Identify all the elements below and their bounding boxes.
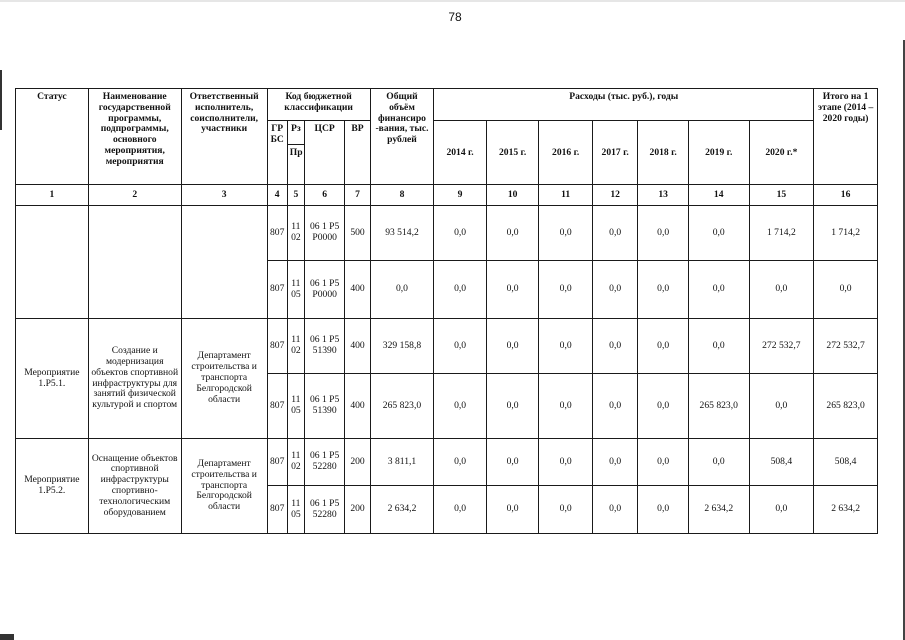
vr-cell: 200: [345, 486, 370, 534]
year-value-cell: 0,0: [638, 206, 689, 261]
year-value-cell: 0,0: [688, 261, 749, 319]
header-responsible: Ответственный исполнитель, соисполнители, участники: [181, 89, 267, 185]
column-number: 6: [304, 185, 344, 206]
year-value-cell: 0,0: [434, 261, 487, 319]
table-row: [16, 319, 878, 374]
vr-cell: 400: [345, 261, 370, 319]
header-year: 2018 г.: [638, 121, 689, 185]
header-name: Наименование государственной программы, подпрограммы, основного мероприятия, мероприятия: [88, 89, 181, 185]
stage-total-cell: 2 634,2: [814, 486, 878, 534]
year-value-cell: 0,0: [486, 486, 539, 534]
header-pr: Пр: [287, 145, 304, 185]
stage-total-cell: 265 823,0: [814, 374, 878, 439]
year-value-cell: 0,0: [486, 439, 539, 486]
rzpr-cell: 11 02: [287, 206, 304, 261]
header-year: 2019 г.: [688, 121, 749, 185]
name-cell: [88, 206, 181, 319]
header-year: 2014 г.: [434, 121, 487, 185]
header-budget-code: Код бюджетной классификации: [267, 89, 370, 121]
year-value-cell: 0,0: [749, 486, 814, 534]
csr-cell: 06 1 P5 52280: [304, 486, 344, 534]
year-value-cell: 0,0: [638, 261, 689, 319]
name-cell: Создание и модернизация объектов спортивной инфраструктуры для занятий физической культурой и спортом: [88, 319, 181, 439]
header-status: Статус: [16, 89, 89, 185]
column-number: 16: [814, 185, 878, 206]
vr-cell: 500: [345, 206, 370, 261]
year-value-cell: 0,0: [486, 319, 539, 374]
table-row: [16, 206, 878, 261]
rzpr-cell: 11 02: [287, 319, 304, 374]
total-cell: 0,0: [370, 261, 434, 319]
responsible-cell: Департамент строительства и транспорта Белгородской области: [181, 319, 267, 439]
column-number: 5: [287, 185, 304, 206]
total-cell: 329 158,8: [370, 319, 434, 374]
column-number: 8: [370, 185, 434, 206]
table-row: [16, 439, 878, 486]
year-value-cell: 2 634,2: [688, 486, 749, 534]
year-value-cell: 0,0: [434, 374, 487, 439]
column-number: 14: [688, 185, 749, 206]
year-value-cell: 508,4: [749, 439, 814, 486]
header-stage-total: Итого на 1 этапе (2014 – 2020 годы): [814, 89, 878, 185]
rzpr-cell: 11 02: [287, 439, 304, 486]
year-value-cell: 0,0: [539, 206, 593, 261]
column-number: 10: [486, 185, 539, 206]
year-value-cell: 1 714,2: [749, 206, 814, 261]
stage-total-cell: 508,4: [814, 439, 878, 486]
scan-left-edge: [0, 70, 2, 130]
grbs-cell: 807: [267, 374, 287, 439]
rzpr-cell: 11 05: [287, 374, 304, 439]
year-value-cell: 0,0: [434, 439, 487, 486]
total-cell: 2 634,2: [370, 486, 434, 534]
header-csr: ЦСР: [304, 121, 344, 185]
year-value-cell: 0,0: [638, 374, 689, 439]
column-number: 15: [749, 185, 814, 206]
year-value-cell: 0,0: [434, 206, 487, 261]
csr-cell: 06 1 P5 P0000: [304, 206, 344, 261]
status-cell: Мероприятие 1.P5.2.: [16, 439, 89, 534]
header-vr: ВР: [345, 121, 370, 185]
header-year: 2020 г.*: [749, 121, 814, 185]
header-year: 2017 г.: [592, 121, 637, 185]
year-value-cell: 0,0: [592, 319, 637, 374]
year-value-cell: 265 823,0: [688, 374, 749, 439]
year-value-cell: 0,0: [592, 486, 637, 534]
responsible-cell: [181, 206, 267, 319]
year-value-cell: 0,0: [749, 261, 814, 319]
year-value-cell: 0,0: [486, 374, 539, 439]
grbs-cell: 807: [267, 319, 287, 374]
scan-bottom-mark: [0, 634, 14, 640]
csr-cell: 06 1 P5 52280: [304, 439, 344, 486]
stage-total-cell: 0,0: [814, 261, 878, 319]
stage-total-cell: 1 714,2: [814, 206, 878, 261]
year-value-cell: 0,0: [638, 319, 689, 374]
header-rz: Рз: [287, 121, 304, 145]
year-value-cell: 0,0: [592, 374, 637, 439]
stage-total-cell: 272 532,7: [814, 319, 878, 374]
column-number: 2: [88, 185, 181, 206]
page-number: 78: [448, 10, 462, 24]
grbs-cell: 807: [267, 439, 287, 486]
grbs-cell: 807: [267, 261, 287, 319]
year-value-cell: 0,0: [539, 486, 593, 534]
year-value-cell: 0,0: [749, 374, 814, 439]
rzpr-cell: 11 05: [287, 261, 304, 319]
grbs-cell: 807: [267, 206, 287, 261]
year-value-cell: 0,0: [539, 374, 593, 439]
csr-cell: 06 1 P5 51390: [304, 319, 344, 374]
year-value-cell: 0,0: [539, 261, 593, 319]
year-value-cell: 0,0: [434, 486, 487, 534]
total-cell: 265 823,0: [370, 374, 434, 439]
column-number: 3: [181, 185, 267, 206]
header-total-volume: Общий объём финансиро -вания, тыс. рублей: [370, 89, 434, 185]
grbs-cell: 807: [267, 486, 287, 534]
total-cell: 3 811,1: [370, 439, 434, 486]
vr-cell: 400: [345, 319, 370, 374]
vr-cell: 200: [345, 439, 370, 486]
year-value-cell: 272 532,7: [749, 319, 814, 374]
csr-cell: 06 1 P5 P0000: [304, 261, 344, 319]
table-body: [16, 206, 878, 534]
name-cell: Оснащение объектов спортивной инфраструктуры спортивно-технологическим оборудованием: [88, 439, 181, 534]
vr-cell: 400: [345, 374, 370, 439]
column-number: 13: [638, 185, 689, 206]
column-number: 11: [539, 185, 593, 206]
year-value-cell: 0,0: [539, 319, 593, 374]
column-number: 7: [345, 185, 370, 206]
total-cell: 93 514,2: [370, 206, 434, 261]
year-value-cell: 0,0: [592, 439, 637, 486]
year-value-cell: 0,0: [592, 206, 637, 261]
header-grbs: ГР БС: [267, 121, 287, 185]
year-value-cell: 0,0: [486, 206, 539, 261]
column-number: 12: [592, 185, 637, 206]
year-value-cell: 0,0: [434, 319, 487, 374]
year-value-cell: 0,0: [592, 261, 637, 319]
status-cell: [16, 206, 89, 319]
header-year: 2015 г.: [486, 121, 539, 185]
column-number: 1: [16, 185, 89, 206]
status-cell: Мероприятие 1.P5.1.: [16, 319, 89, 439]
rzpr-cell: 11 05: [287, 486, 304, 534]
year-value-cell: 0,0: [688, 319, 749, 374]
top-rule: [0, 0, 905, 2]
year-value-cell: 0,0: [638, 486, 689, 534]
budget-table: [15, 88, 878, 534]
column-number: 9: [434, 185, 487, 206]
header-expenses: Расходы (тыс. руб.), годы: [434, 89, 814, 121]
year-value-cell: 0,0: [486, 261, 539, 319]
year-value-cell: 0,0: [539, 439, 593, 486]
year-value-cell: 0,0: [638, 439, 689, 486]
year-value-cell: 0,0: [688, 206, 749, 261]
responsible-cell: Департамент строительства и транспорта Белгородской области: [181, 439, 267, 534]
year-value-cell: 0,0: [688, 439, 749, 486]
csr-cell: 06 1 P5 51390: [304, 374, 344, 439]
header-year: 2016 г.: [539, 121, 593, 185]
column-number: 4: [267, 185, 287, 206]
